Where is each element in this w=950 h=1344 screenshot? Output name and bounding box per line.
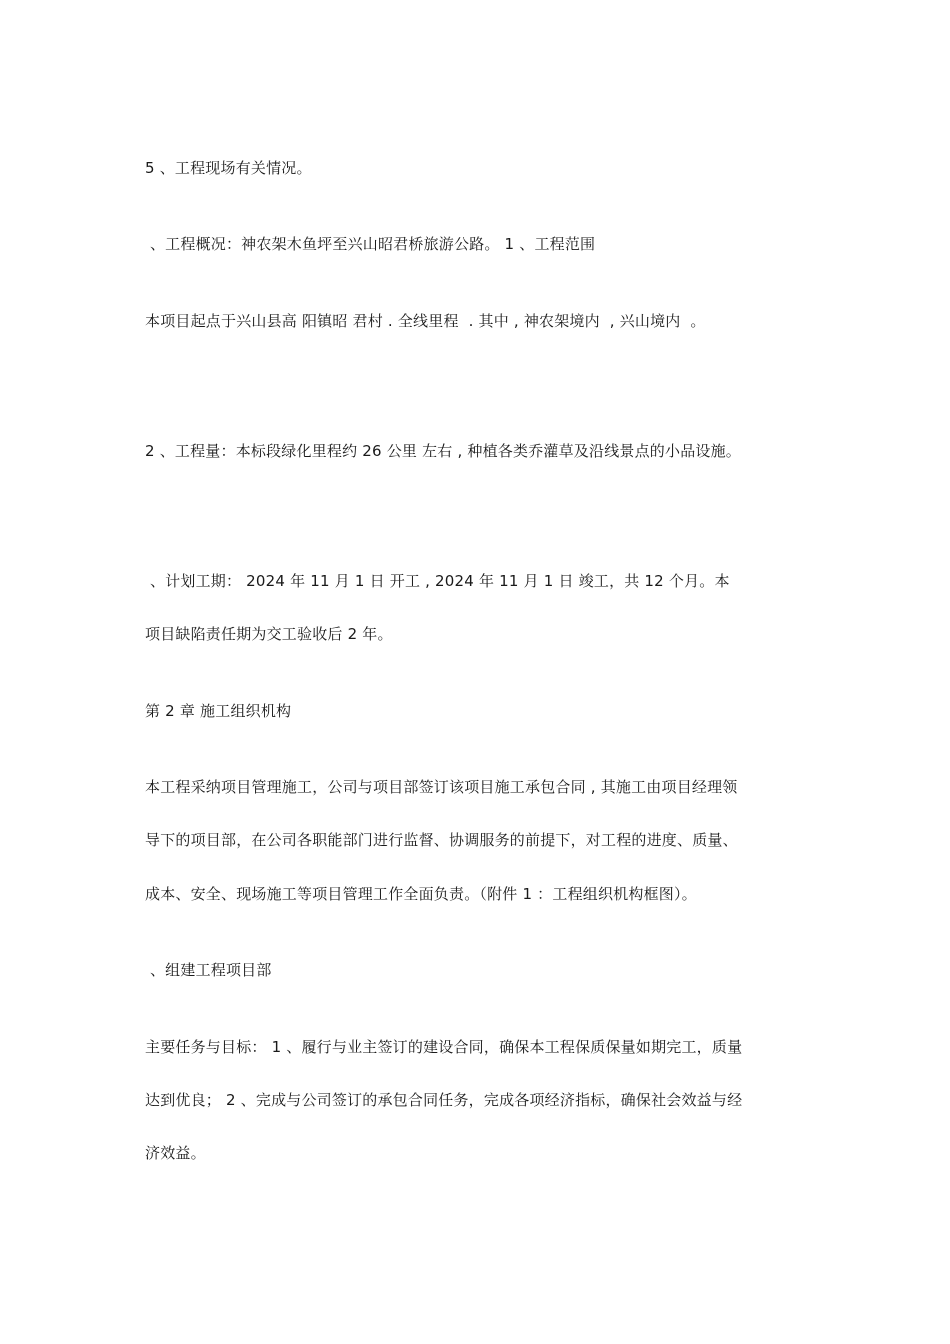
project-department-heading: 、组建工程项目部	[145, 961, 272, 979]
project-overview-line: 、工程概况：神农架木鱼坪至兴山昭君桥旅游公路。 1 、工程范围	[145, 235, 596, 253]
tasks-paragraph-line-3: 济效益。	[145, 1144, 206, 1162]
schedule-text-line-1: 、计划工期： 2024 年 11 月 1 日 开工 , 2024 年 11 月 1 日 竣工，共 12 个月。本	[145, 572, 730, 590]
organization-paragraph-line-3: 成本、安全、现场施工等项目管理工作全面负责。（附件 1 ：工程组织机构框图）。	[145, 885, 697, 903]
chapter-2-heading: 第 2 章 施工组织机构	[145, 702, 292, 720]
organization-paragraph-line-1: 本工程采纳项目管理施工，公司与项目部签订该项目施工承包合同 , 其施工由项目经理领	[145, 778, 738, 796]
work-quantity-text: 2 、工程量：本标段绿化里程约 26 公里 左右 , 种植各类乔灌草及沿线景点的小品设施。	[145, 442, 742, 460]
schedule-text-line-2: 项目缺陷责任期为交工验收后 2 年。	[145, 625, 393, 643]
project-scope-text: 本项目起点于兴山县高 阳镇昭 君村 . 全线里程 . 其中 , 神农架境内 , 兴山境内 。	[145, 312, 706, 330]
section-5-heading: 5 、工程现场有关情况。	[145, 159, 312, 177]
organization-paragraph-line-2: 导下的项目部，在公司各职能部门进行监督、协调服务的前提下，对工程的进度、质量、	[145, 831, 738, 849]
tasks-paragraph-line-2: 达到优良； 2 、完成与公司签订的承包合同任务，完成各项经济指标，确保社会效益与经	[145, 1091, 743, 1109]
tasks-paragraph-line-1: 主要任务与目标： 1 、履行与业主签订的建设合同，确保本工程保质保量如期完工，质量	[145, 1038, 743, 1056]
